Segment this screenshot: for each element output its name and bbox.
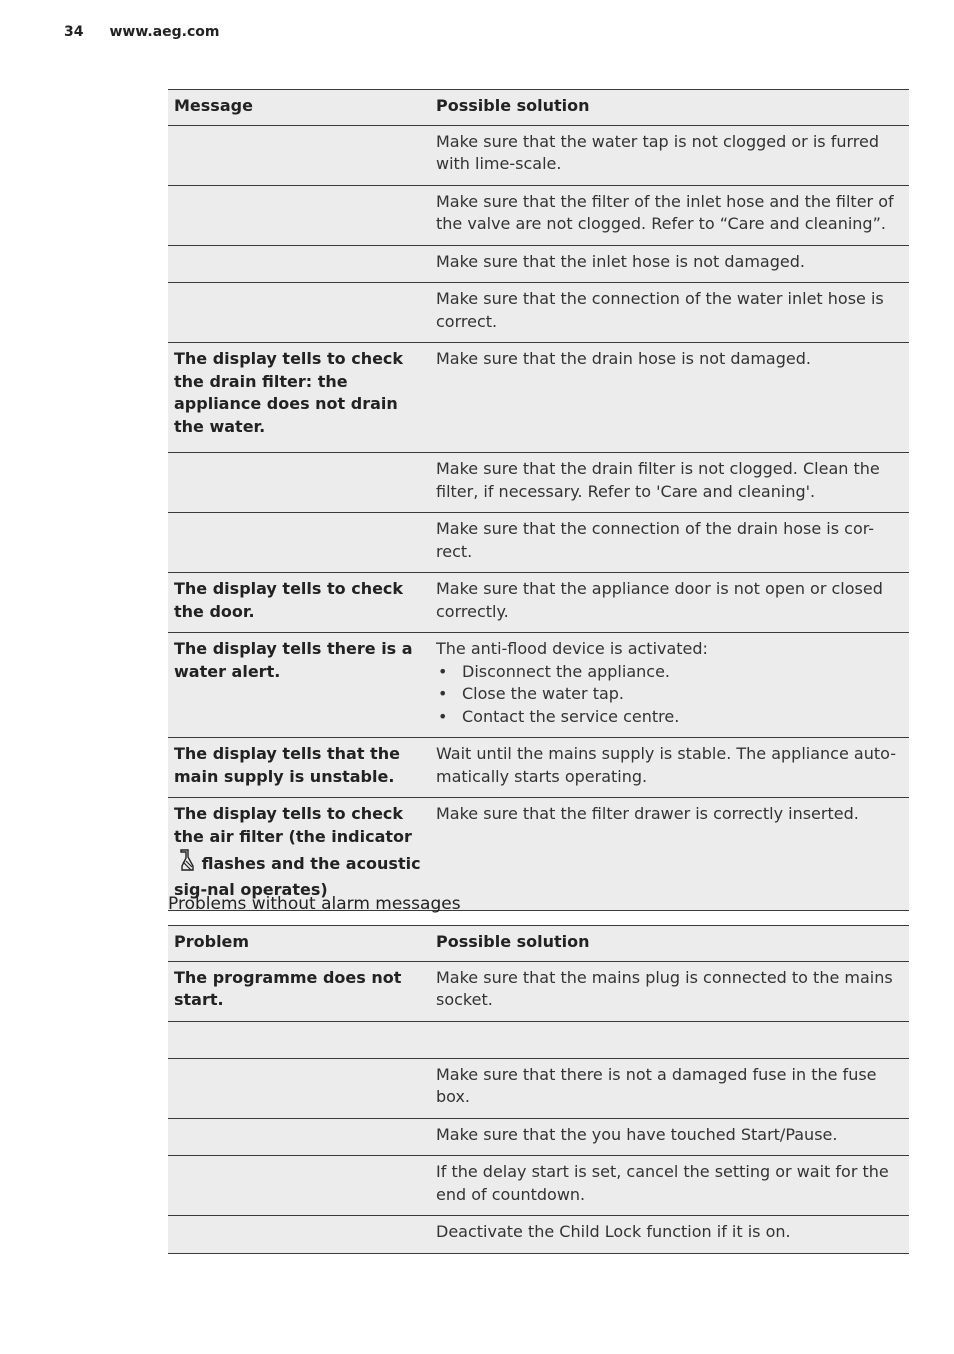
solution-cell xyxy=(430,633,909,738)
table-row xyxy=(168,1021,909,1058)
solution-cell: Make sure that the drain hose is not damaged. xyxy=(430,343,909,453)
problem-cell xyxy=(168,1021,430,1058)
problems-table xyxy=(168,925,909,1254)
solution-cell: If the delay start is set, cancel the setting or wait for the end of countdown. xyxy=(430,1156,909,1216)
table-header-row xyxy=(168,926,909,962)
solution-cell: Make sure that the mains plug is connected to the mains socket. xyxy=(430,961,909,1021)
table-row xyxy=(168,633,909,738)
page-header xyxy=(64,24,220,40)
solution-cell xyxy=(430,1021,909,1058)
alarm-messages-table xyxy=(168,89,909,911)
list-item: • Close the water tap. xyxy=(436,683,903,706)
message-cell xyxy=(168,283,430,343)
problem-cell xyxy=(168,1058,430,1118)
table-row xyxy=(168,343,909,453)
table-row xyxy=(168,513,909,573)
message-cell xyxy=(168,185,430,245)
solution-cell: Make sure that the connection of the water inlet hose is correct. xyxy=(430,283,909,343)
message-cell: The display tells to check the door. xyxy=(168,573,430,633)
solution-cell: Deactivate the Child Lock function if it is on. xyxy=(430,1216,909,1254)
list-item: • Contact the service centre. xyxy=(436,706,903,729)
solution-bullet-list xyxy=(436,661,903,729)
solution-cell: Make sure that the inlet hose is not damaged. xyxy=(430,245,909,283)
message-cell: The display tells to check the drain filter: the appliance does not drain the water. xyxy=(168,343,430,453)
solution-cell: Make sure that the water tap is not clogged or is furred with lime-scale. xyxy=(430,125,909,185)
message-cell xyxy=(168,453,430,513)
table-row xyxy=(168,738,909,798)
table-row xyxy=(168,573,909,633)
section-title: Problems without alarm messages xyxy=(168,894,461,914)
filter-indicator-icon xyxy=(178,848,196,879)
column-header-problem: Problem xyxy=(168,926,430,962)
table-row xyxy=(168,125,909,185)
problem-cell xyxy=(168,1118,430,1156)
table-row xyxy=(168,1156,909,1216)
column-header-solution: Possible solution xyxy=(430,926,909,962)
table-row xyxy=(168,1118,909,1156)
solution-cell: Make sure that the filter of the inlet hose and the filter of the valve are not clogged. Refer to “Care and cleaning”. xyxy=(430,185,909,245)
problem-cell: The programme does not start. xyxy=(168,961,430,1021)
list-item: • Disconnect the appliance. xyxy=(436,661,903,684)
page-number: 34 xyxy=(64,24,84,40)
solution-cell: Make sure that the appliance door is not open or closed correctly. xyxy=(430,573,909,633)
table-row xyxy=(168,1216,909,1254)
message-cell: The display tells that the main supply is unstable. xyxy=(168,738,430,798)
table-row xyxy=(168,283,909,343)
column-header-solution: Possible solution xyxy=(430,90,909,126)
table-row xyxy=(168,185,909,245)
problem-cell xyxy=(168,1216,430,1254)
message-cell xyxy=(168,125,430,185)
message-cell: The display tells there is a water alert. xyxy=(168,633,430,738)
site-url: www.aeg.com xyxy=(109,24,220,40)
message-cell xyxy=(168,513,430,573)
table-row xyxy=(168,453,909,513)
solution-cell: Make sure that the you have touched Start/Pause. xyxy=(430,1118,909,1156)
solution-cell: Make sure that there is not a damaged fuse in the fuse box. xyxy=(430,1058,909,1118)
solution-cell: Make sure that the drain filter is not clogged. Clean the filter, if necessary. Refer to 'Care and cleaning'. xyxy=(430,453,909,513)
solution-intro: The anti-flood device is activated: xyxy=(436,639,708,658)
problem-cell xyxy=(168,1156,430,1216)
column-header-message: Message xyxy=(168,90,430,126)
solution-cell: Make sure that the filter drawer is correctly inserted. xyxy=(430,798,909,911)
solution-cell: Wait until the mains supply is stable. The appliance auto-matically starts operating. xyxy=(430,738,909,798)
message-text-after-icon: flashes and the acoustic sig-nal operates) xyxy=(174,854,421,899)
solution-cell: Make sure that the connection of the drain hose is cor-rect. xyxy=(430,513,909,573)
table-header-row xyxy=(168,90,909,126)
table-row xyxy=(168,245,909,283)
table-row xyxy=(168,961,909,1021)
table-row xyxy=(168,1058,909,1118)
message-cell xyxy=(168,245,430,283)
message-text-before-icon: The display tells to check the air filter (the indicator xyxy=(174,804,412,846)
